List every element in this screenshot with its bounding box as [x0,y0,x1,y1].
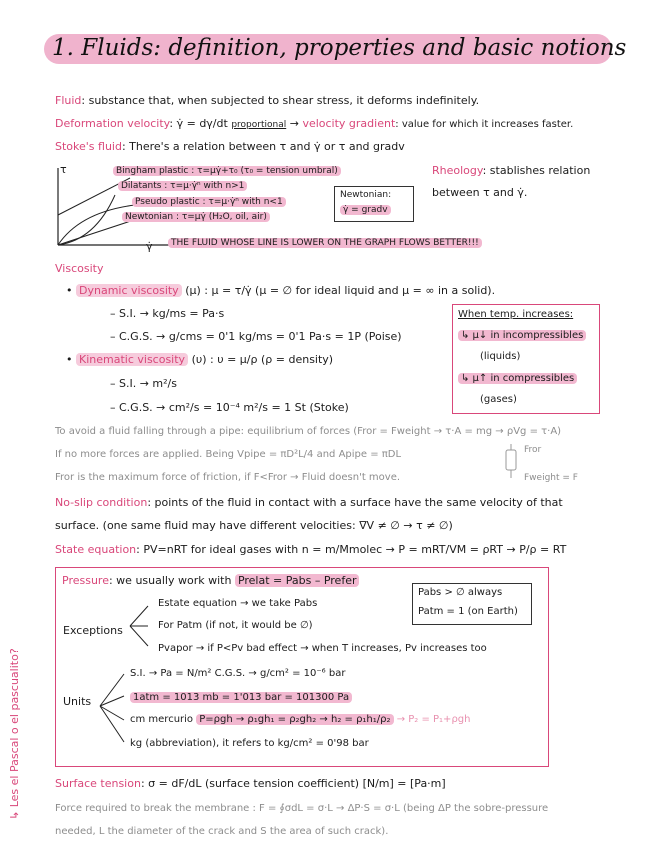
page-title [44,34,627,64]
rheology-term: Rheology [432,164,483,177]
mercury-result: → P₂ = P₁+ρgh [396,714,471,725]
rheology-line1: : stablishes relation [482,164,591,177]
state-text: : PV=nRT for ideal gases with n = m/Mmolec → P = mRT/VM = ρRT → P/ρ = RT [136,543,567,556]
newtonian-label: Newtonian : τ=μγ̇ (H₂O, oil, air) [122,212,270,222]
pipe-line3: Fror is the maximum force of friction, if F<Fror → Fluid doesn't move. [55,472,401,483]
exceptions-brace [126,600,154,652]
velocity-gradient: velocity gradient [302,117,396,130]
page-title-text: 1. Fluids: definition, properties and basic notions [52,35,627,61]
noslip-term: No-slip condition [55,496,148,509]
dilatant-label: Dilatants : τ=μ·γ̇ⁿ with n>1 [118,181,247,191]
exception-3: Pvapor → if P<Pv bad effect → when T increases, Pv increases too [158,643,487,654]
pressure-line [62,574,359,587]
kinematic-si: – S.I. → m²/s [110,377,177,390]
dynamic-cgs: – C.G.S. → g/cms = 0'1 kg/ms = 0'1 Pa·s = 1P (Poise) [110,330,402,343]
noslip-line1: : points of the fluid in contact with a surface have the same velocity of that [147,496,563,509]
surface-line2: needed, L the diameter of the crack and S the area of such crack). [55,826,389,837]
pabs-box-line1: Pabs > ∅ always [418,587,503,598]
surface-formula: : σ = dF/dL (surface tension coefficient) [N/m] = [Pa·m] [140,777,446,790]
dynamic-si: – S.I. → kg/ms = Pa·s [110,307,225,320]
mercury-formula: P=ρgh → ρ₁gh₁ = ρ₂gh₂ → h₂ = ρ₁h₁/ρ₂ [196,714,393,725]
rheology-line2: between τ and γ̇. [432,186,528,199]
surface-term: Surface tension [55,777,141,790]
deformation-velocity: Deformation velocity: γ̇ = dγ/dt proportional → velocity gradient: value for which it increases faster. [55,117,574,130]
dynamic-text: (μ) : μ = τ/γ̇ (μ = ∅ for ideal liquid and μ = ∞ in a solid). [185,284,496,297]
fweight-label: Fweight = F [524,473,578,483]
kinematic-viscosity: • Kinematic viscosity (υ) : υ = μ/ρ (ρ = density) [66,353,334,366]
pabs-box-line2: Patm = 1 (on Earth) [418,606,518,617]
axis-gamma-label: γ̇ [146,240,153,253]
surface-line1: Force required to break the membrane : F = ∮σdL = σ·L → ΔP·S = σ·L (being ΔP the sobre-pressure [55,803,549,814]
dynamic-term: Dynamic viscosity [76,284,182,297]
fluid-text: : substance that, when subjected to shear stress, it deforms indefinitely. [81,94,480,107]
axis-tau-label: τ [60,163,67,176]
pressure-text: : we usually work with [108,574,232,587]
state-equation [55,543,566,556]
pressure-term: Pressure [62,574,109,587]
pipe-diagram-icon [502,444,522,478]
state-term: State equation [55,543,137,556]
temperature-box [452,304,600,414]
units-label: Units [63,695,92,708]
newtonian-box-line1: Newtonian: [340,190,392,200]
temp-box-line1: ↳ μ↓ in incompressibles [458,330,586,341]
proportional-arrow-label: proportional [231,120,287,130]
pseudoplastic-label: Pseudo plastic : τ=μ·γ̇ⁿ with n<1 [132,197,286,207]
viscosity-heading: Viscosity [55,262,104,275]
fror-label: Fror [524,445,542,455]
side-note: ↳ Les el Pascal o el pascualito? [8,648,21,820]
deformation-formula: : γ̇ = dγ/dt [169,117,228,130]
mercury-label: cm mercurio [130,714,194,725]
kinematic-text: (υ) : υ = μ/ρ (ρ = density) [191,353,334,366]
temp-box-line4: (gases) [480,394,517,405]
flows-better-note: THE FLUID WHOSE LINE IS LOWER ON THE GRAPH FLOWS BETTER!!! [168,238,482,248]
pressure-formula: Prelat = Pabs – Prefer [235,574,360,587]
dynamic-viscosity: • Dynamic viscosity (μ) : μ = τ/γ̇ (μ = ∅ for ideal liquid and μ = ∞ in a solid). [66,284,496,297]
units-brace [96,668,130,748]
newtonian-box-line2: γ̇ = gradv [340,205,391,215]
units-line2: 1atm = 1013 mb = 1'013 bar = 101300 Pa [130,692,352,703]
temp-box-title: When temp. increases: [458,309,574,320]
stokes-term: Stoke's fluid [55,140,122,153]
kinematic-cgs: – C.G.S. → cm²/s = 10⁻⁴ m²/s = 1 St (Stoke) [110,401,349,414]
fluid-definition [55,94,479,107]
units-line3 [130,714,470,725]
noslip-line2: surface. (one same fluid may have different velocities: ∇V ≠ ∅ → τ ≠ ∅) [55,519,453,532]
pipe-line1: To avoid a fluid falling through a pipe: equilibrium of forces (Fror = Fweight → τ·A = mg → ρVg = τ·A) [55,426,562,437]
exception-1: Estate equation → we take Pabs [158,598,318,609]
pipe-line2: If no more forces are applied. Being Vpipe = πD²L/4 and Apipe = πDL [55,449,402,460]
deformation-text: : value for which it increases faster. [395,119,574,130]
temp-box-line2: (liquids) [480,351,521,362]
noslip-condition [55,496,563,509]
fluid-term: Fluid [55,94,82,107]
surface-tension [55,777,446,790]
stokes-fluid [55,140,405,153]
units-line4: kg (abbreviation), it refers to kg/cm² = 0'98 bar [130,738,369,749]
exception-2: For Patm (if not, it would be ∅) [158,620,313,631]
rheology [432,164,590,177]
kinematic-term: Kinematic viscosity [76,353,188,366]
bingham-label: Bingham plastic : τ=μγ̇+τ₀ (τ₀ = tension umbral) [113,166,341,176]
deformation-term: Deformation velocity [55,117,170,130]
exceptions-label: Exceptions [63,624,123,637]
units-line1: S.I. → Pa = N/m² C.G.S. → g/cm² = 10⁻⁶ bar [130,668,346,679]
temp-box-line3: ↳ μ↑ in compressibles [458,373,577,384]
stokes-text: : There's a relation between τ and γ̇ or τ and gradv [121,140,405,153]
